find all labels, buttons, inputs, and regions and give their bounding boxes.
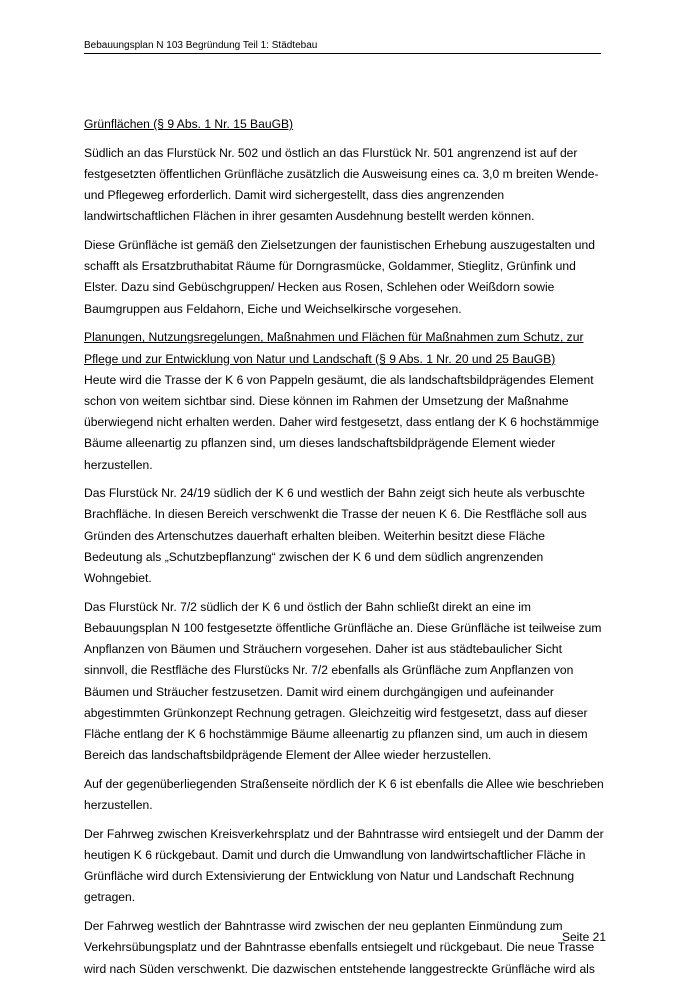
page-footer [562, 929, 606, 945]
section-heading-massnahmen: Planungen, Nutzungsregelungen, Maßnahmen und Flächen für Maßnahmen zum Schutz, zur Pflege und zur Entwicklung von Natur und Landschaft (§ 9 Abs. 1 Nr. 20 und 25 BauGB) [84, 330, 584, 366]
paragraph: Diese Grünfläche ist gemäß den Zielsetzungen der faunistischen Erhebung auszugestalten und schafft als Ersatzbruthabitat Räume für Dorngrasmücke, Goldammer, Stieglitz, Grünfink und Elster. Dazu sind Gebüschgruppen/ Hecken aus Rosen, Schlehen oder Weißdorn sowie Baumgruppen aus Feldahorn, Eiche und Weichselkirsche vorgesehen. [84, 238, 595, 316]
section-heading-gruenflaechen: Grünflächen (§ 9 Abs. 1 Nr. 15 BauGB) [84, 117, 294, 131]
paragraph: Auf der gegenüberliegenden Straßenseite nördlich der K 6 ist ebenfalls die Allee wie beschrieben herzustellen. [84, 776, 604, 813]
paragraph: Das Flurstück Nr. 7/2 südlich der K 6 und östlich der Bahn schließt direkt an eine im Bebauungsplan N 100 festgesetzte öffentliche Grünfläche an. Diese Grünfläche ist teilweise zum Anpflanzen von Bäumen und Sträuchern vorgesehen. Daher ist aus städtebaulicher Sicht sinnvoll, die Restfläche des Flurstücks Nr. 7/2 ebenfalls als Grünfläche zum Anpflanzen von Bäumen und Sträucher festzusetzen. Damit wird einem durchgängigen und aufeinander abgestimmten Grünkonzept Rechnung getragen. Gleichzeitig wird festgesetzt, dass auf dieser Fläche entlang der K 6 hochstämmige Bäume alleenartig zu pflanzen sind, um auch in diesem Bereich das landschaftsbildprägende Element der Allee wieder herzustellen. [84, 599, 602, 763]
header-title: Bebauungsplan N 103 Begründung Teil 1: Städtebau [84, 40, 318, 51]
page-header [84, 40, 601, 54]
paragraph: Heute wird die Trasse der K 6 von Pappeln gesäumt, die als landschaftsbildprägendes Element schon von weitem sichtbar sind. Diese können im Rahmen der Umsetzung der Maßnahme überwiegend nicht erhalten werden. Daher wird festgesetzt, dass entlang der K 6 hochstämmige Bäume alleenartig zu pflanzen sind, um dieses landschaftsbildprägende Element wieder herzustellen. [84, 372, 599, 472]
paragraph: Der Fahrweg westlich der Bahntrasse wird zwischen der neu geplanten Einmündung zum Verkehrsübungsplatz und der Bahntrasse ebenfalls entsiegelt und rückgebaut. Die neue Trasse wird nach Süden verschwenkt. Die dazwischen entstehende langgestreckte Grünfläche wird als [84, 919, 595, 976]
page-number: Seite 21 [561, 930, 606, 944]
paragraph: Der Fahrweg zwischen Kreisverkehrsplatz und der Bahntrasse wird entsiegelt und der Damm der heutigen K 6 rückgebaut. Damit und durch die Umwandlung von landwirtschaftlicher Fläche in Grünfläche wird durch Extensivierung der Entwicklung von Natur und Landschaft Rechnung getragen. [84, 826, 604, 905]
paragraph: Südlich an das Flurstück Nr. 502 und östlich an das Flurstück Nr. 501 angrenzend ist auf der festgesetzten öffentlichen Grünfläche zusätzlich die Ausweisung eines ca. 3,0 m breiten Wende- und Pflegeweg erforderlich. Damit wird sichergestellt, dass dies angrenzenden landwirtschaftlichen Flächen in ihrer gesamten Ausdehnung bestellt werden können. [84, 145, 599, 224]
document-body [84, 114, 604, 987]
paragraph: Das Flurstück Nr. 24/19 südlich der K 6 und westlich der Bahn zeigt sich heute als verbuschte Brachfläche. In diesen Bereich verschwenkt die Trasse der neuen K 6. Die Restfläche soll aus Gründen des Artenschutzes dauerhaft erhalten bleiben. Weiterhin besitzt diese Fläche Bedeutung als „Schutzbepflanzung“ zwischen der K 6 und dem südlich angrenzenden Wohngebiet. [84, 486, 587, 586]
